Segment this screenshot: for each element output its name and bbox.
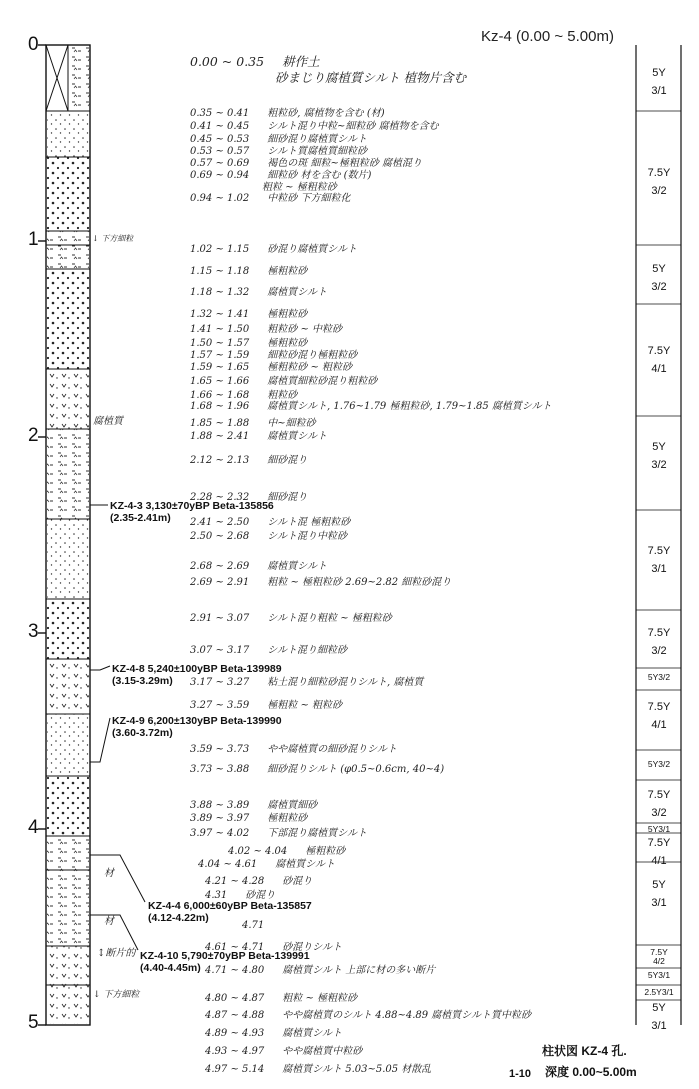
depth-range: 4.80 ~ 4.87: [205, 993, 265, 1004]
lithology-text: 粗粒 ~ 極粗粒砂: [282, 993, 358, 1004]
munsell-hue: 7.5Y: [647, 701, 671, 713]
munsell-hue: 7.5Y: [647, 545, 671, 557]
lithology-text: 粘土混り細粒砂混りシルト, 腐植質: [267, 677, 424, 688]
depth-range: 1.65 ~ 1.66: [190, 376, 250, 387]
depth-range: 3.88 ~ 3.89: [190, 800, 250, 811]
munsell-value-chroma: 4/1: [651, 855, 667, 867]
lithology-text: 極粗粒砂: [305, 846, 346, 857]
munsell-cell: [637, 836, 681, 868]
depth-range: 2.69 ~ 2.91: [190, 577, 250, 588]
depth-range: 4.04 ~ 4.61: [198, 859, 258, 870]
depth-range: 4.71 ~ 4.80: [205, 965, 265, 976]
lithology-text: 極粗粒砂: [267, 309, 308, 320]
depth-ticks: [38, 45, 46, 1025]
depth-range: 0.94 ~ 1.02: [190, 193, 250, 204]
description-row: [190, 557, 327, 572]
munsell-value-chroma: 4/1: [651, 363, 667, 375]
munsell-cell: [637, 825, 681, 834]
munsell-value-chroma: 3/1: [651, 897, 667, 909]
lithology-text: 極粗粒砂: [267, 266, 308, 277]
description-row: [198, 855, 335, 870]
lithology-text: 下部混り腐植質シルト: [267, 828, 368, 839]
munsell-hue: 5Y: [652, 67, 666, 79]
depth-range: 1.02 ~ 1.15: [190, 244, 250, 255]
munsell-cell: [637, 788, 681, 820]
depth-range: 0.53 ~ 0.57: [190, 146, 250, 157]
description-row: [190, 240, 357, 255]
description-row: [190, 513, 350, 528]
lithology-text: 褐色の斑 細粒~極粗粒砂 腐植混り: [267, 158, 423, 169]
lithology-text: 砂混り: [245, 890, 276, 901]
munsell-cell: [637, 878, 681, 910]
lithology-text: 粗粒砂: [267, 390, 298, 401]
lithology-text: シルト混り中粒~細粒砂 腐植物を含む: [267, 121, 439, 132]
munsell-cell: [637, 166, 681, 198]
description-row: [190, 573, 451, 588]
lithology-text: 腐植質シルト 5.03~5.05 材散乱: [282, 1064, 432, 1075]
side-note-wood: 材: [104, 868, 114, 879]
lithology-text: 耕作土: [282, 54, 320, 69]
munsell-cell: [637, 971, 681, 980]
lithology-text: やや腐植質のシルト 4.88~4.89 腐植質シルト質中粒砂: [282, 1010, 532, 1021]
page-number: 1-10: [509, 1068, 532, 1080]
munsell-cell: [637, 700, 681, 732]
munsell-cell: [637, 948, 681, 966]
description-row: [190, 488, 307, 503]
depth-range: 2.68 ~ 2.69: [190, 561, 250, 572]
munsell-hue: 7.5Y: [647, 789, 671, 801]
description-row: [190, 397, 552, 412]
depth-range: 4.02 ~ 4.04: [228, 846, 288, 857]
munsell-hue: 7.5Y: [647, 345, 671, 357]
munsell-hue: 5Y3/1: [647, 970, 671, 980]
munsell-cell: [637, 262, 681, 294]
munsell-hue: 2.5Y3/1: [644, 987, 674, 997]
depth-range: 1.50 ~ 1.57: [190, 338, 250, 349]
depth-label-1: 1: [28, 229, 39, 250]
depth-range: 0.69 ~ 0.94: [190, 170, 250, 181]
depth-range: 3.73 ~ 3.88: [190, 764, 250, 775]
depth-range: 3.27 ~ 3.59: [190, 700, 250, 711]
description-row: [190, 673, 423, 688]
side-note-humic: 腐植質: [93, 416, 123, 427]
description-row: [190, 527, 347, 542]
lithology-text: 粗粒砂 ~ 中粒砂: [267, 324, 343, 335]
depth-range: 1.88 ~ 2.41: [190, 431, 250, 442]
lithology-text: シルト混り細粒砂: [267, 645, 348, 656]
munsell-value-chroma: 3/2: [651, 807, 667, 819]
sample-label: KZ-4-8 5,240±100yBP Beta-139989 (3.15-3.29m): [112, 663, 282, 687]
depth-range: 0.57 ~ 0.69: [190, 158, 250, 169]
munsell-value-chroma: 3/2: [651, 281, 667, 293]
munsell-value-chroma: 3/2: [651, 645, 667, 657]
description-row: [205, 1006, 531, 1021]
sample-label: KZ-4-4 6,000±60yBP Beta-135857 (4.12-4.22m): [148, 900, 312, 924]
depth-range: 0.35 ~ 0.41: [190, 108, 250, 119]
description-row: [190, 372, 377, 387]
lithology-text: やや腐植質の細砂混りシルト: [267, 744, 398, 755]
lithology-text: 細粒砂 材を含む (数片): [267, 170, 372, 181]
depth-range: 2.91 ~ 3.07: [190, 613, 250, 624]
depth-label-3: 3: [28, 621, 39, 642]
lithology-text: 細砂混り腐植質シルト: [267, 134, 368, 145]
lithology-text: シルト混り粗粒 ~ 極粗粒砂: [267, 613, 392, 624]
description-row: [190, 809, 307, 824]
depth-range: 1.18 ~ 1.32: [190, 287, 250, 298]
sample-label: KZ-4-10 5,790±70yBP Beta-139991 (4.40-4.45m): [140, 950, 310, 974]
lithology-text: 粗粒砂, 腐植物を含む (材): [267, 108, 385, 119]
lithology-text: 細砂混りシルト (φ0.5~0.6cm, 40~4): [267, 764, 445, 775]
description-row: [190, 696, 342, 711]
munsell-value-chroma: 3/1: [651, 563, 667, 575]
munsell-cell: [637, 1001, 681, 1033]
description-row: [190, 609, 392, 624]
lithology-text: 極粗粒砂: [267, 338, 308, 349]
description-row: [205, 989, 357, 1004]
depth-range: 0.41 ~ 0.45: [190, 121, 250, 132]
depth-range: 1.32 ~ 1.41: [190, 309, 250, 320]
depth-label-4: 4: [28, 817, 39, 838]
depth-range: 1.41 ~ 1.50: [190, 324, 250, 335]
munsell-value-chroma: 3/2: [651, 185, 667, 197]
lithology-text: 砂まじり腐植質シルト 植物片含む: [275, 70, 467, 85]
munsell-cell: [637, 760, 681, 769]
munsell-cell: [637, 626, 681, 658]
depth-range: 1.68 ~ 1.96: [190, 401, 250, 412]
sample-label: KZ-4-3 3,130±70yBP Beta-135856 (2.35-2.41m): [110, 500, 274, 524]
lithology-text: 粗粒 ~ 極粗粒砂: [262, 182, 337, 193]
lithology-text: 極粗粒砂 ~ 粗粒砂: [267, 362, 353, 373]
sample-label: KZ-4-9 6,200±130yBP Beta-139990 (3.60-3.72m): [112, 715, 282, 739]
depth-range: 2.12 ~ 2.13: [190, 455, 250, 466]
description-row: [205, 1060, 431, 1075]
depth-range: 1.85 ~ 1.88: [190, 418, 250, 429]
description-row: [190, 451, 307, 466]
description-row: [205, 1042, 362, 1057]
description-row: [205, 1024, 342, 1039]
depth-range: 4.61 ~ 4.71: [205, 942, 265, 953]
depth-range: 4.71: [242, 920, 265, 931]
munsell-value-chroma: 4/1: [651, 719, 667, 731]
depth-range: 4.93 ~ 4.97: [205, 1046, 265, 1057]
description-row: [190, 824, 367, 839]
lithology-text: 粗粒 ~ 極粗粒砂 2.69~2.82 細粒砂混り: [267, 577, 452, 588]
topsoil-box: [46, 45, 68, 111]
lithology-text: 砂混りシルト: [282, 942, 343, 953]
depth-range: 3.17 ~ 3.27: [190, 677, 250, 688]
depth-label-5: 5: [28, 1012, 39, 1033]
munsell-hue: 5Y3/1: [647, 824, 671, 834]
description-row: [190, 427, 327, 442]
depth-range: 4.87 ~ 4.88: [205, 1010, 265, 1021]
lithology-text: 腐植質シルト: [282, 1028, 343, 1039]
munsell-hue: 7.5Y: [647, 167, 671, 179]
description-row: [205, 886, 275, 901]
depth-range: 2.50 ~ 2.68: [190, 531, 250, 542]
caption-title: 柱状図 KZ-4 孔.: [542, 1044, 627, 1058]
description-row: [205, 961, 435, 976]
lithology-text: 細砂混り: [267, 492, 308, 503]
depth-range: 4.21 ~ 4.28: [205, 876, 265, 887]
lithology-text: 中粒砂 下方細粒化: [267, 193, 351, 204]
munsell-hue: 5Y: [652, 879, 666, 891]
depth-range: 3.59 ~ 3.73: [190, 744, 250, 755]
lithology-text: 極粗粒砂: [267, 813, 308, 824]
layer-fills: [47, 112, 89, 1024]
lithology-text: 腐植質細砂: [267, 800, 318, 811]
lithology-text: 腐植質シルト: [275, 859, 336, 870]
munsell-hue: 7.5Y: [647, 837, 671, 849]
depth-label-0: 0: [28, 34, 39, 55]
munsell-hue: 5Y3/2: [647, 672, 671, 682]
depth-range: 1.15 ~ 1.18: [190, 266, 250, 277]
description-row: [205, 872, 312, 887]
munsell-value-chroma: 4/2: [653, 956, 665, 966]
depth-range: 4.31: [205, 890, 228, 901]
depth-range: 4.97 ~ 5.14: [205, 1064, 265, 1075]
lithology-text: 極粗粒 ~ 粗粒砂: [267, 700, 343, 711]
depth-range: 0.00 ~ 0.35: [190, 54, 265, 69]
lithology-text: シルト混 極粗粒砂: [267, 517, 351, 528]
depth-range: 3.97 ~ 4.02: [190, 828, 250, 839]
side-note-finer: ↓ 下方細粒: [92, 234, 134, 243]
description-row: [190, 641, 347, 656]
description-row: [190, 262, 307, 277]
lithology-text: 砂混り腐植質シルト: [267, 244, 358, 255]
side-note-wood2: 材: [104, 916, 114, 927]
lithology-text: 腐植質シルト: [267, 431, 328, 442]
description-row: [190, 760, 444, 775]
munsell-cell: [637, 344, 681, 376]
depth-range: 4.89 ~ 4.93: [205, 1028, 265, 1039]
munsell-value-chroma: 3/2: [651, 459, 667, 471]
caption-depth: 深度 0.00~5.00m: [545, 1065, 637, 1079]
depth-range: 1.57 ~ 1.59: [190, 350, 250, 361]
description-row: [190, 740, 397, 755]
lithology-text: 腐植質シルト: [267, 561, 328, 572]
munsell-hue: 7.5Y: [650, 947, 668, 957]
depth-range: 3.07 ~ 3.17: [190, 645, 250, 656]
munsell-cell: [637, 440, 681, 472]
depth-label-2: 2: [28, 425, 39, 446]
depth-range: 2.41 ~ 2.50: [190, 517, 250, 528]
munsell-cell: [637, 544, 681, 576]
depth-range: 2.28 ~ 2.32: [190, 492, 250, 503]
lithology-text: 腐植質細粒砂混り粗粒砂: [267, 376, 378, 387]
munsell-hue: 5Y: [652, 1002, 666, 1014]
lithology-text: 腐植質シルト 上部に材の多い断片: [282, 965, 436, 976]
side-note-fragment: ↕断片的: [97, 948, 136, 959]
description-row: [190, 305, 307, 320]
munsell-cell: [637, 988, 681, 997]
lithology-text: シルト質腐植質細粒砂: [267, 146, 368, 157]
side-note-coarse-down: ↓ 下方細粒: [93, 990, 140, 1000]
lithology-text: やや腐植質中粒砂: [282, 1046, 363, 1057]
lithology-text: 砂混り: [282, 876, 313, 887]
lithology-text: シルト混り中粒砂: [267, 531, 348, 542]
description-row: [275, 68, 466, 86]
munsell-hue: 5Y: [652, 441, 666, 453]
munsell-hue: 7.5Y: [647, 627, 671, 639]
description-row: [190, 283, 327, 298]
lithology-text: 腐植質シルト: [267, 287, 328, 298]
munsell-value-chroma: 3/1: [651, 85, 667, 97]
description-row: [190, 320, 342, 335]
depth-range: 1.66 ~ 1.68: [190, 390, 250, 401]
munsell-hue: 5Y3/2: [647, 759, 671, 769]
munsell-hue: 5Y: [652, 263, 666, 275]
description-row: [190, 358, 352, 373]
munsell-cell: [637, 673, 681, 682]
depth-range: 3.89 ~ 3.97: [190, 813, 250, 824]
description-row: [205, 938, 342, 953]
lithology-text: 細砂混り: [267, 455, 308, 466]
description-row: [190, 189, 350, 204]
description-row: [242, 920, 282, 931]
munsell-value-chroma: 3/1: [651, 1020, 667, 1032]
lithology-text: 細粒砂混り極粗粒砂: [267, 350, 358, 361]
lithology-text: 腐植質シルト, 1.76~1.79 極粗粒砂, 1.79~1.85 腐植質シルト: [267, 401, 552, 412]
munsell-cell: [637, 66, 681, 98]
lithology-text: 中~細粒砂: [267, 418, 316, 429]
log-title: Kz-4 (0.00 ~ 5.00m): [481, 28, 614, 45]
depth-range: 1.59 ~ 1.65: [190, 362, 250, 373]
depth-range: 0.45 ~ 0.53: [190, 134, 250, 145]
